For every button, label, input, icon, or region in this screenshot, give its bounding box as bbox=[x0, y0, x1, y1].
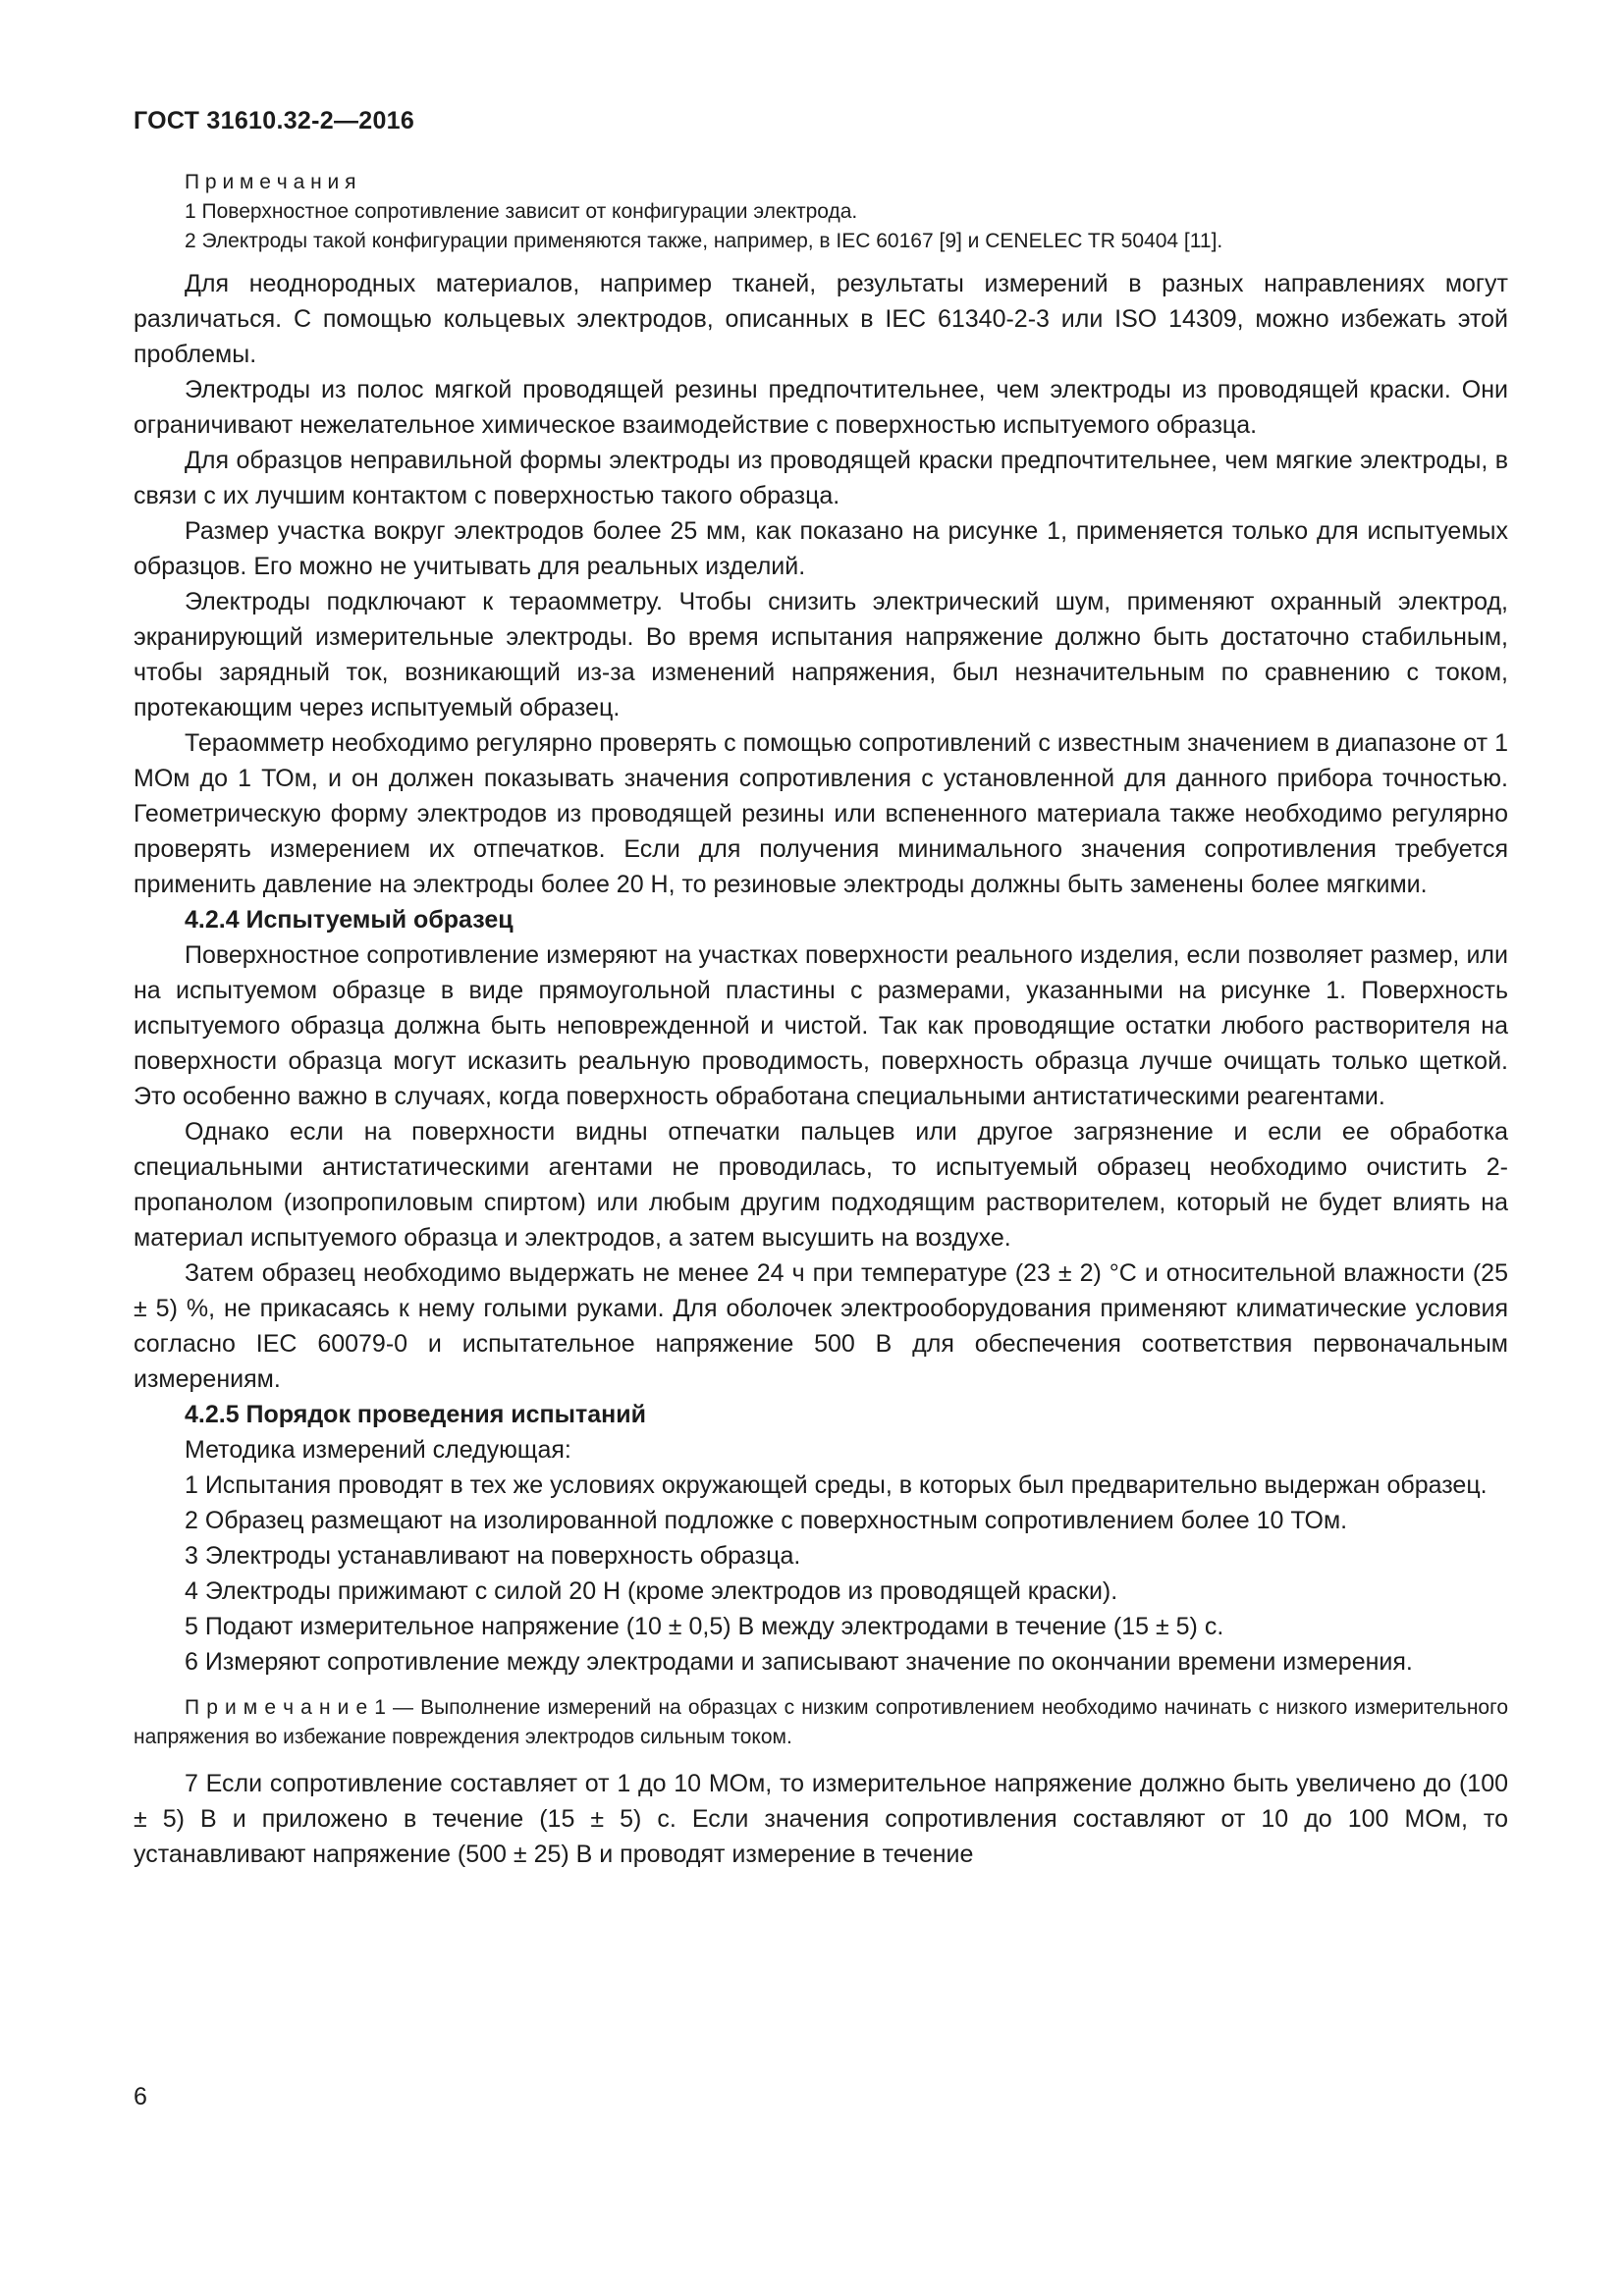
procedure-step-2: 2 Образец размещают на изолированной подложке с поверхностным сопротивлением более 10 ТОм. bbox=[185, 1507, 1348, 1534]
notes-title: П р и м е ч а н и я bbox=[185, 171, 356, 193]
paragraph: Поверхностное сопротивление измеряют на участках поверхности реального изделия, если позволяет размер, или на испытуемом образце в виде прямоугольной пластины с размерами, указанными на рисунке 1. Поверхность испытуемого образца должна быть неповрежденной и чистой. Так как проводящие остатки любого растворителя на поверхности образца могут исказить реальную проводимость, поверхность образца лучше очищать только щеткой. Это особенно важно в случаях, когда поверхность обработана специальными антистатическими реагентами. bbox=[134, 941, 1508, 1110]
paragraph: Электроды подключают к тераомметру. Чтобы снизить электрический шум, применяют охранный электрод, экранирующий измерительные электроды. Во время испытания напряжение должно быть достаточно стабильным, чтобы зарядный ток, возникающий из-за изменений напряжения, был незначительным по сравнению с током, протекающим через испытуемый образец. bbox=[134, 588, 1508, 721]
procedure-step-3: 3 Электроды устанавливают на поверхность образца. bbox=[185, 1542, 801, 1570]
note-block-mid bbox=[134, 1693, 1508, 1752]
procedure-step-4: 4 Электроды прижимают с силой 20 Н (кроме электродов из проводящей краски). bbox=[185, 1577, 1118, 1605]
document-header: ГОСТ 31610.32-2—2016 bbox=[134, 107, 415, 134]
procedure-step-5: 5 Подают измерительное напряжение (10 ± 0,5) В между электродами в течение (15 ± 5) с. bbox=[185, 1613, 1224, 1640]
paragraph: Электроды из полос мягкой проводящей резины предпочтительнее, чем электроды из проводящей краски. Они ограничивают нежелательное химическое взаимодействие с поверхностью испытуемого образца. bbox=[134, 376, 1508, 439]
note-item-1: 1 Поверхностное сопротивление зависит от конфигурации электрода. bbox=[185, 200, 858, 223]
paragraph: Размер участка вокруг электродов более 25 мм, как показано на рисунке 1, применяется только для испытуемых образцов. Его можно не учитывать для реальных изделий. bbox=[134, 517, 1508, 580]
paragraph: Для неоднородных материалов, например тканей, результаты измерений в разных направлениях могут различаться. С помощью кольцевых электродов, описанных в IEC 61340-2-3 или ISO 14309, можно избежать этой проблемы. bbox=[134, 270, 1508, 368]
section-heading-4-2-5: 4.2.5 Порядок проведения испытаний bbox=[185, 1401, 646, 1428]
paragraph: Тераомметр необходимо регулярно проверять с помощью сопротивлений с известным значением в диапазоне от 1 МОм до 1 ТОм, и он должен показывать значения сопротивления с установленной для данного прибора точностью. Геометрическую форму электродов из проводящей резины или вспененного материала также необходимо регулярно проверять измерением их отпечатков. Если для получения минимального значения сопротивления требуется применить давление на электроды более 20 Н, то резиновые электроды должны быть заменены более мягкими. bbox=[134, 729, 1508, 898]
notes-block bbox=[134, 168, 1508, 256]
procedure-step-1: 1 Испытания проводят в тех же условиях окружающей среды, в которых был предварительно выдержан образец. bbox=[185, 1471, 1488, 1499]
procedure-step-7: 7 Если сопротивление составляет от 1 до 10 МОм, то измерительное напряжение должно быть увеличено до (100 ± 5) В и приложено в течение (15 ± 5) с. Если значения сопротивления составляют от 10 до 100 МОм, то устанавливают напряжение (500 ± 25) В и проводят измерение в течение bbox=[134, 1770, 1508, 1868]
paragraph: Затем образец необходимо выдержать не менее 24 ч при температуре (23 ± 2) °С и относительной влажности (25 ± 5) %, не прикасаясь к нему голыми руками. Для оболочек электрооборудования применяют климатические условия согласно IEC 60079-0 и испытательное напряжение 500 В для обеспечения соответствия первоначальным измерениям. bbox=[134, 1259, 1508, 1393]
section-heading-4-2-4: 4.2.4 Испытуемый образец bbox=[185, 906, 514, 934]
note-item-mid: П р и м е ч а н и е 1 — Выполнение измерений на образцах с низким сопротивлением необходимо начинать с низкого измерительного напряжения во избежание повреждения электродов сильным током. bbox=[134, 1696, 1508, 1748]
procedure-step-6: 6 Измеряют сопротивление между электродами и записывают значение по окончании времени измерения. bbox=[185, 1648, 1413, 1676]
paragraph: Методика измерений следующая: bbox=[185, 1436, 571, 1464]
document-content bbox=[134, 168, 1508, 1872]
paragraph: Для образцов неправильной формы электроды из проводящей краски предпочтительнее, чем мягкие электроды, в связи с их лучшим контактом с поверхностью такого образца. bbox=[134, 447, 1508, 509]
paragraph: Однако если на поверхности видны отпечатки пальцев или другое загрязнение и если ее обработка специальными антистатическими агентами не проводилась, то испытуемый образец необходимо очистить 2-пропанолом (изопропиловым спиртом) или любым другим подходящим растворителем, который не будет влиять на материал испытуемого образца и электродов, а затем высушить на воздухе. bbox=[134, 1118, 1508, 1252]
page-number: 6 bbox=[134, 2083, 147, 2110]
note-item-2: 2 Электроды такой конфигурации применяются также, например, в IEC 60167 [9] и CENELEC TR 50404 [11]. bbox=[185, 230, 1223, 252]
